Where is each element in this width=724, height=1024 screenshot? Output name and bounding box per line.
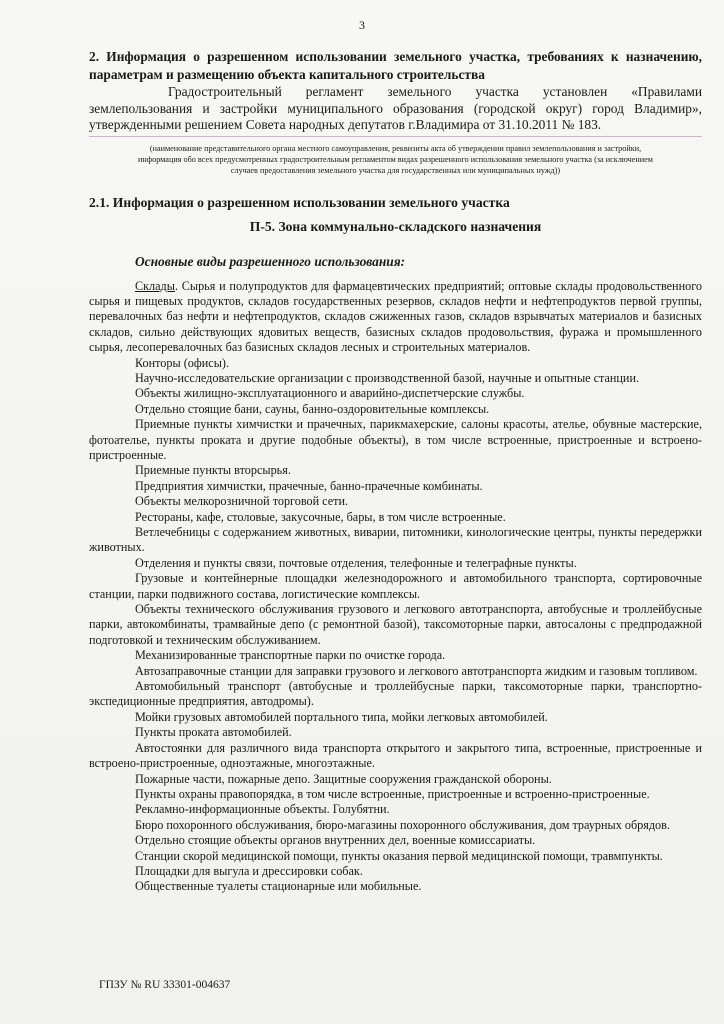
warehouses-text: . Сырья и полупродуктов для фармацевтических предприятий; оптовые склады продовольственного сырья и пищевых продуктов, складов государственных резервов, складов нефти и нефтепродуктов первой группы, перевалочных баз нефти и нефтепродуктов, складов сжиженных газов, складов взрывчатых материалов и базисных складов, сильно действующих ядовитых веществ, базисных складов продовольствия, фуража и промышленного сырья, лесоперевалочных баз базисных складов лесных и строительных материалов.: [89, 278, 702, 355]
zone-title: П-5. Зона коммунально-складского назначения: [249, 218, 542, 234]
use-item: Рестораны, кафе, столовые, закусочные, бары, в том числе встроенные.: [135, 509, 506, 524]
use-item: Общественные туалеты стационарные или мобильные.: [135, 879, 422, 894]
use-item: Приемные пункты вторсырья.: [135, 463, 291, 478]
use-item: Рекламно-информационные объекты. Голубятни.: [135, 802, 390, 817]
use-item: Пункты охраны правопорядка, в том числе встроенные, пристроенные и встроенно-пристроенные.: [135, 786, 650, 801]
page-number: 3: [359, 18, 365, 32]
document-content: [89, 48, 702, 895]
use-item: Объекты технического обслуживания грузового и легкового автотранспорта, автобусные и троллейбусные парки, автокомбинаты, трамвайные депо (с ремонтной базой), таксомоторные парки, автосалоны с предпродажной подготовкой и техническим обслуживанием.: [89, 602, 702, 647]
regulation-intro: Градостроительный регламент земельного участка установлен «Правилами землепользования и застройки муниципального образования (городской округ) город Владимир», утвержденными решением Совета народных депутатов г.Владимира от 31.10.2011 № 183.: [89, 84, 702, 132]
use-item: Научно-исследовательские организации с производственной базой, научные и опытные станции.: [135, 370, 640, 385]
use-item: Объекты мелкорозничной торговой сети.: [135, 494, 349, 509]
use-item: Площадки для выгула и дрессировки собак.: [135, 863, 363, 878]
use-item: Отдельно стоящие объекты органов внутренних дел, военные комиссариаты.: [135, 833, 536, 848]
use-item: Приемные пункты химчистки и прачечных, парикмахерские, салоны красоты, ателье, обувные мастерские, фотоателье, пункты проката и другие подобные объекты), в том числе встроенные, пристроенные и встроено-пристроенные.: [89, 417, 702, 462]
footer-document-number: ГПЗУ № RU 33301-004637: [99, 979, 231, 991]
section-2-1-title: 2.1. Информация о разрешенном использовании земельного участка: [89, 194, 510, 210]
use-item: Объекты жилищно-эксплуатационного и аварийно-диспетчерские службы.: [135, 386, 525, 401]
use-item: Отделения и пункты связи, почтовые отделения, телефонные и телеграфные пункты.: [135, 555, 577, 570]
use-item: Автостоянки для различного вида транспорта открытого и закрытого типа, встроенные, пристроенные и встроено-пристроенные, одноэтажные, многоэтажные.: [89, 740, 702, 771]
use-item: Автозаправочные станции для заправки грузового и легкового автотранспорта жидким и газовым топливом.: [135, 663, 698, 678]
use-item: Конторы (офисы).: [135, 355, 230, 370]
basic-uses-heading: Основные виды разрешенного использования:: [135, 253, 406, 269]
use-item: Отдельно стоящие бани, сауны, банно-оздоровительные комплексы.: [135, 401, 490, 416]
use-item: Ветлечебницы с содержанием животных, виварии, питомники, кинологические центры, пункты передержки животных.: [89, 525, 702, 555]
use-item: Пункты проката автомобилей.: [135, 725, 292, 740]
use-item: Мойки грузовых автомобилей портального типа, мойки легковых автомобилей.: [135, 709, 548, 724]
use-item: Автомобильный транспорт (автобусные и троллейбусные парки, таксомоторные парки, транспортно-экспедиционные предприятия, автодромы).: [89, 679, 702, 709]
use-item: Предприятия химчистки, прачечные, банно-прачечные комбинаты.: [135, 478, 483, 493]
use-item: Бюро похоронного обслуживания, бюро-магазины похоронного обслуживания, дом траурных обрядов.: [135, 817, 670, 832]
underline-rule: [89, 136, 702, 137]
section-2-title: 2. Информация о разрешенном использовании земельного участка, требованиях к назначению, параметрам и размещению объекта капитального строительства: [89, 49, 702, 82]
use-item: Станции скорой медицинской помощи, пункты оказания первой медицинской помощи, травмпункты.: [135, 848, 663, 863]
use-item: Механизированные транспортные парки по очистке города.: [135, 648, 446, 663]
regulation-note: (наименование представительного органа местного самоуправления, реквизиты акта об утверждении правил землепользования и застройки, информация обо всех предусмотренных градостроительным регламентом видах разрешенного использования земельного участка (за исключением случаев предоставления земельного участка для государственных или муниципальных нужд)): [138, 143, 653, 175]
uses-list: [89, 279, 702, 895]
use-item: Грузовые и контейнерные площадки железнодорожного и автомобильного транспорта, сортировочные станции, парки подвижного состава, логистические комплексы.: [89, 571, 702, 601]
warehouses-lead: Склады: [135, 278, 175, 293]
use-item: Пожарные части, пожарные депо. Защитные сооружения гражданской обороны.: [135, 771, 552, 786]
use-item-warehouses: [89, 279, 702, 356]
